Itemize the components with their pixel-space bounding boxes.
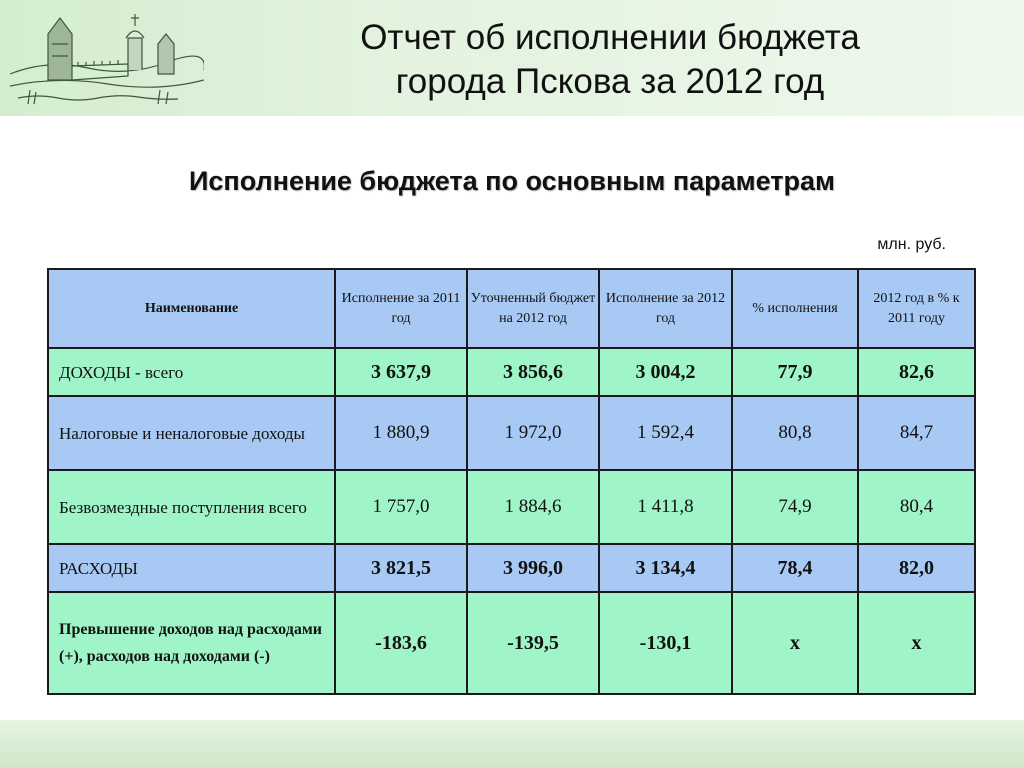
cell-value: 3 004,2 <box>599 348 732 396</box>
cell-value: 80,8 <box>732 396 858 470</box>
cell-value: 3 996,0 <box>467 544 599 592</box>
column-header-2011: Исполнение за 2011 год <box>335 269 467 348</box>
column-header-percent: % исполнения <box>732 269 858 348</box>
cell-value: 82,0 <box>858 544 975 592</box>
cell-value: 74,9 <box>732 470 858 544</box>
section-subtitle: Исполнение бюджета по основным параметрам <box>188 166 836 196</box>
row-name: ДОХОДЫ - всего <box>48 348 335 396</box>
column-header-name: Наименование <box>48 269 335 348</box>
cell-value: 3 821,5 <box>335 544 467 592</box>
cell-value: 80,4 <box>858 470 975 544</box>
cell-value: 3 134,4 <box>599 544 732 592</box>
cell-value: -139,5 <box>467 592 599 694</box>
cell-value: 1 884,6 <box>467 470 599 544</box>
column-header-ratio: 2012 год в % к 2011 году <box>858 269 975 348</box>
cell-value: 3 637,9 <box>335 348 467 396</box>
cell-value: 1 880,9 <box>335 396 467 470</box>
cell-value: 1 972,0 <box>467 396 599 470</box>
cell-value: 78,4 <box>732 544 858 592</box>
cell-value: 82,6 <box>858 348 975 396</box>
column-header-budget-2012: Уточненный бюджет на 2012 год <box>467 269 599 348</box>
table-header-row <box>48 269 975 348</box>
title-line-1: Отчет об исполнении бюджета <box>360 18 860 57</box>
row-name: Безвозмездные поступления всего <box>48 470 335 544</box>
footer-band <box>0 720 1024 768</box>
cell-value: 1 592,4 <box>599 396 732 470</box>
page-title <box>240 16 980 104</box>
cell-value: х <box>732 592 858 694</box>
cell-value: 84,7 <box>858 396 975 470</box>
units-label: млн. руб. <box>877 236 946 253</box>
cell-value: 3 856,6 <box>467 348 599 396</box>
table-row <box>48 470 975 544</box>
column-header-2012: Исполнение за 2012 год <box>599 269 732 348</box>
cell-value: -183,6 <box>335 592 467 694</box>
title-line-2: города Пскова за 2012 год <box>395 62 825 101</box>
cell-value: 77,9 <box>732 348 858 396</box>
table-row <box>48 592 975 694</box>
budget-table <box>47 268 976 695</box>
table-row <box>48 544 975 592</box>
row-name: Налоговые и неналоговые доходы <box>48 396 335 470</box>
cell-value: 1 411,8 <box>599 470 732 544</box>
cell-value: 1 757,0 <box>335 470 467 544</box>
row-name: РАСХОДЫ <box>48 544 335 592</box>
table-row <box>48 348 975 396</box>
cell-value: х <box>858 592 975 694</box>
table-row <box>48 396 975 470</box>
pskov-kremlin-logo <box>8 4 204 112</box>
row-name: Превышение доходов над расходами (+), расходов над доходами (-) <box>48 592 335 694</box>
cell-value: -130,1 <box>599 592 732 694</box>
